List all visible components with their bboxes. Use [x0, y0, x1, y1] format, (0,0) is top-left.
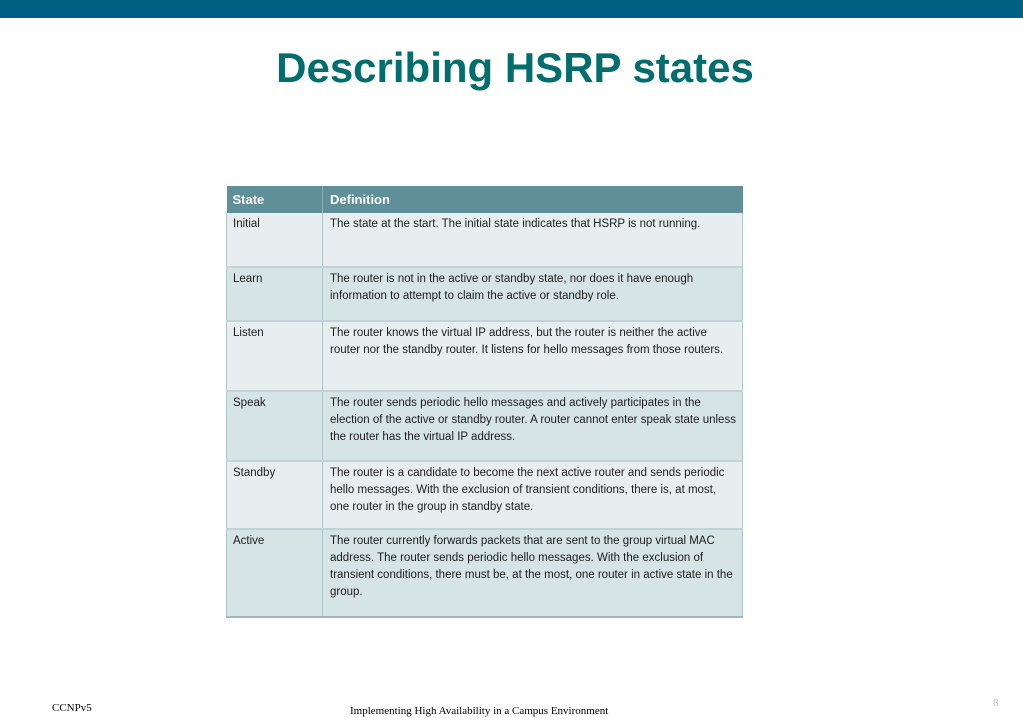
table-row	[227, 267, 743, 321]
state-cell: Listen	[227, 321, 323, 391]
table-row	[227, 529, 743, 617]
footer-module-title: Implementing High Availability in a Campus Environment	[350, 705, 609, 717]
slide-title: Describing HSRP states	[276, 44, 754, 91]
state-cell: Learn	[227, 267, 323, 321]
header-definition: Definition	[323, 186, 743, 213]
state-cell: Initial	[227, 213, 323, 267]
table-row	[227, 213, 743, 267]
top-accent-bar	[0, 0, 1023, 18]
definition-cell: The state at the start. The initial state indicates that HSRP is not running.	[323, 213, 743, 267]
definition-cell: The router sends periodic hello messages and actively participates in the election of the active or standby router. A router cannot enter speak state unless the router has the virtual IP address.	[323, 391, 743, 461]
footer-course: CCNPv5	[52, 702, 92, 714]
table-header-row	[227, 186, 743, 213]
table-row	[227, 391, 743, 461]
table-row	[227, 461, 743, 529]
definition-cell: The router is not in the active or standby state, nor does it have enough information to attempt to claim the active or standby role.	[323, 267, 743, 321]
table-row	[227, 321, 743, 391]
state-cell: Standby	[227, 461, 323, 529]
header-state: State	[227, 186, 323, 213]
state-cell: Speak	[227, 391, 323, 461]
definition-cell: The router currently forwards packets that are sent to the group virtual MAC address. The router sends periodic hello messages. With the exclusion of transient conditions, there must be, at the most, one router in active state in the group.	[323, 529, 743, 617]
definition-cell: The router knows the virtual IP address, but the router is neither the active router nor the standby router. It listens for hello messages from those routers.	[323, 321, 743, 391]
hsrp-states-table	[226, 186, 743, 618]
definition-cell: The router is a candidate to become the next active router and sends periodic hello messages. With the exclusion of transient conditions, there is, at most, one router in the group in standby state.	[323, 461, 743, 529]
page-number: 8	[993, 697, 999, 709]
state-cell: Active	[227, 529, 323, 617]
